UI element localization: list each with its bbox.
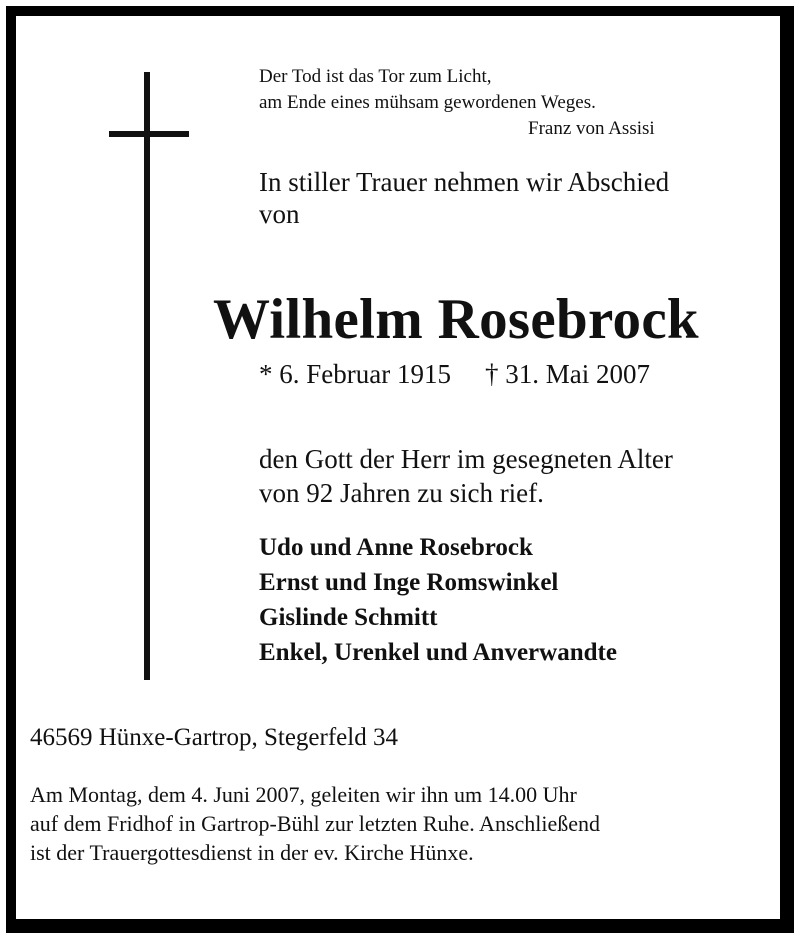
tribute-line: den Gott der Herr im gesegneten Alter	[259, 444, 673, 474]
tribute-line: von 92 Jahren zu sich rief.	[259, 478, 544, 508]
family-member: Udo und Anne Rosebrock	[259, 534, 533, 561]
cross-icon	[144, 72, 150, 680]
life-dates	[259, 358, 650, 390]
quote	[259, 64, 596, 116]
intro-text	[259, 166, 669, 230]
family-member: Gislinde Schmitt	[259, 604, 438, 631]
intro-line: In stiller Trauer nehmen wir Abschied	[259, 167, 670, 197]
death-date: † 31. Mai 2007	[484, 359, 650, 389]
funeral-line: auf dem Fridhof in Gartrop-Bühl zur letzten Ruhe. Anschließend	[30, 811, 601, 836]
funeral-line: ist der Trauergottesdienst in der ev. Kirche Hünxe.	[30, 840, 474, 865]
address: 46569 Hünxe-Gartrop, Stegerfeld 34	[30, 724, 398, 751]
family-list	[259, 530, 617, 670]
funeral-line: Am Montag, dem 4. Juni 2007, geleiten wir ihn um 14.00 Uhr	[30, 782, 577, 807]
deceased-name: Wilhelm Rosebrock	[213, 288, 699, 351]
family-member: Ernst und Inge Romswinkel	[259, 569, 559, 596]
birth-date: * 6. Februar 1915	[259, 359, 451, 389]
funeral-details	[30, 780, 600, 867]
quote-line: Der Tod ist das Tor zum Licht,	[259, 66, 492, 87]
tribute-text	[259, 442, 673, 510]
quote-author: Franz von Assisi	[528, 118, 655, 139]
family-member: Enkel, Urenkel und Anverwandte	[259, 639, 617, 666]
cross-icon-bar	[109, 131, 189, 137]
quote-line: am Ende eines mühsam gewordenen Weges.	[259, 92, 596, 113]
intro-line: von	[259, 199, 300, 229]
